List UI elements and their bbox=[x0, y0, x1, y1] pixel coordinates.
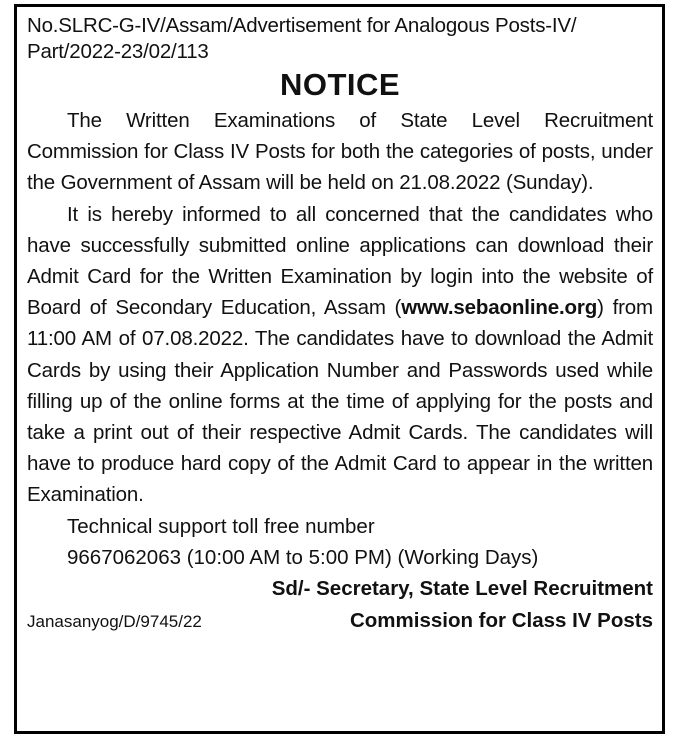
paragraph-exam-date: The Written Examinations of State Level Recruitment Commission for Class IV Posts for both the categories of posts, under the Government of Assam will be held on 21.08.2022 (Sunday). bbox=[27, 109, 653, 195]
paragraph-admit-card-part2: ) from 11:00 AM of 07.08.2022. The candidates have to download the Admit Cards by using their Application Number and Passwords used while filling up of the online forms at the time of applying for the posts and take a print out of their respective Admit Cards. The candidates will have to produce hard copy of the Admit Card to appear in the written Examination. bbox=[27, 296, 653, 507]
publicity-code: Janasanyog/D/9745/22 bbox=[27, 612, 202, 632]
signature-line-2: Commission for Class IV Posts bbox=[349, 609, 653, 633]
notice-title: NOTICE bbox=[279, 67, 401, 102]
paragraph-admit-card bbox=[27, 199, 653, 511]
footer-row bbox=[27, 605, 653, 638]
website-url: www.sebaonline.org bbox=[401, 296, 598, 320]
signature-line-1: Sd/- Secretary, State Level Recruitment bbox=[271, 577, 653, 601]
reference-number: No.SLRC-G-IV/Assam/Advertisement for Analogous Posts-IV/ Part/2022-23/02/113 bbox=[27, 14, 577, 63]
paragraph-admit-card-part1: It is hereby informed to all concerned that the candidates who have successfully submitted online applications can download their Admit Card for the Written Examination by login into the website of Board of Secondary Education, Assam ( bbox=[27, 202, 653, 320]
notice-box bbox=[14, 4, 665, 734]
support-label: Technical support toll free number bbox=[67, 514, 375, 538]
support-number: 9667062063 (10:00 AM to 5:00 PM) (Working Days) bbox=[67, 545, 539, 569]
